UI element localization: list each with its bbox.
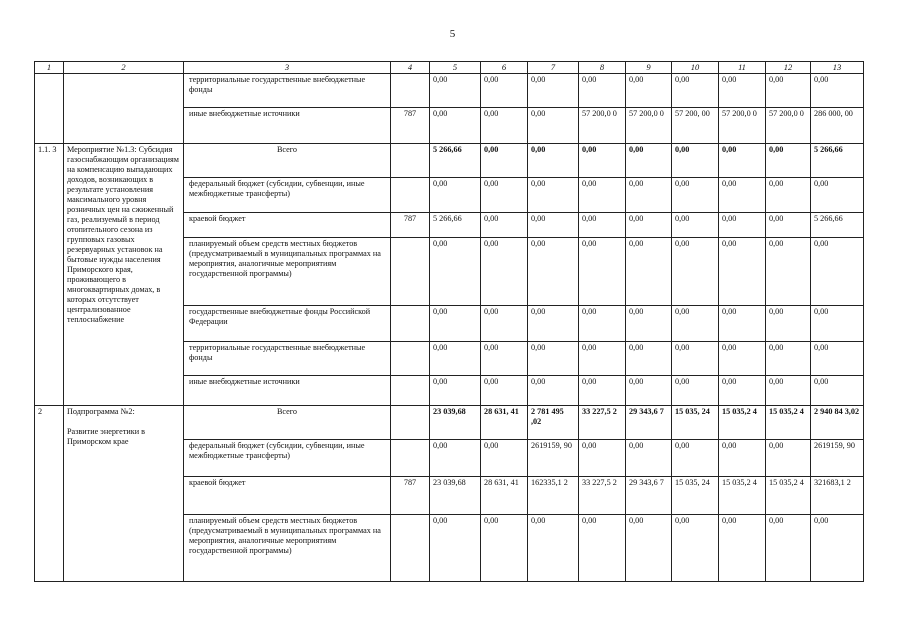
value-cell: 0,00 xyxy=(579,144,626,178)
value-cell: 0,00 xyxy=(430,440,481,477)
value-cell: 0,00 xyxy=(719,342,766,376)
value-cell: 0,00 xyxy=(481,144,528,178)
budget-table xyxy=(34,61,864,582)
value-cell: 0,00 xyxy=(626,238,672,306)
value-cell: 33 227,5 2 xyxy=(579,477,626,515)
value-cell: 0,00 xyxy=(672,144,719,178)
value-cell: 286 000, 00 xyxy=(811,108,864,144)
value-cell: 0,00 xyxy=(766,342,811,376)
column-header: 1 xyxy=(35,62,64,74)
item-title-cell: Мероприятие №1.3: Субсидия газоснабжающим организациям на компенсацию выпадающих доходов, возникающих в результате установления максимального уровня розничных цен на сжиженный газ, реализуемый в период отопительного сезона из групповых газовых резервуарных установок на бытовые нужды населения Приморского края, проживающего в многоквартирных домах, в которых отсутствует централизованное теплоснабжение xyxy=(64,144,184,406)
value-cell: 57 200,0 0 xyxy=(626,108,672,144)
value-cell: 0,00 xyxy=(719,306,766,342)
value-cell: 0,00 xyxy=(766,238,811,306)
item-title-cell: Подпрограмма №2: Развитие энергетики в Приморском крае xyxy=(64,406,184,582)
value-cell: 0,00 xyxy=(579,306,626,342)
value-cell: 0,00 xyxy=(481,376,528,406)
funding-source-cell: иные внебюджетные источники xyxy=(184,108,391,144)
value-cell: 57 200,0 0 xyxy=(579,108,626,144)
column-header: 8 xyxy=(579,62,626,74)
value-cell: 0,00 xyxy=(430,74,481,108)
column-header: 2 xyxy=(64,62,184,74)
item-title-cell xyxy=(64,74,184,144)
value-cell: 15 035,2 4 xyxy=(766,406,811,440)
column-header: 4 xyxy=(391,62,430,74)
value-cell: 162335,1 2 xyxy=(528,477,579,515)
table-row xyxy=(35,406,864,440)
column-header: 13 xyxy=(811,62,864,74)
value-cell: 5 266,66 xyxy=(430,213,481,238)
value-cell: 0,00 xyxy=(481,74,528,108)
value-cell: 0,00 xyxy=(719,178,766,213)
value-cell: 0,00 xyxy=(481,342,528,376)
value-cell: 0,00 xyxy=(528,144,579,178)
value-cell: 0,00 xyxy=(672,376,719,406)
code-cell xyxy=(391,238,430,306)
value-cell: 0,00 xyxy=(528,342,579,376)
value-cell: 15 035,2 4 xyxy=(719,477,766,515)
code-cell xyxy=(391,406,430,440)
code-cell xyxy=(391,376,430,406)
value-cell: 0,00 xyxy=(579,238,626,306)
value-cell: 0,00 xyxy=(481,238,528,306)
funding-source-cell: планируемый объем средств местных бюджетов (предусматриваемый в муниципальных программах на мероприятия, аналогичные мероприятиям государственной программы) xyxy=(184,515,391,582)
value-cell: 15 035, 24 xyxy=(672,406,719,440)
value-cell: 0,00 xyxy=(811,515,864,582)
value-cell: 28 631, 41 xyxy=(481,477,528,515)
value-cell: 0,00 xyxy=(672,515,719,582)
value-cell: 0,00 xyxy=(626,440,672,477)
value-cell: 23 039,68 xyxy=(430,477,481,515)
funding-source-cell: государственные внебюджетные фонды Российской Федерации xyxy=(184,306,391,342)
column-header: 12 xyxy=(766,62,811,74)
value-cell: 0,00 xyxy=(766,213,811,238)
column-header: 9 xyxy=(626,62,672,74)
value-cell: 0,00 xyxy=(430,108,481,144)
value-cell: 0,00 xyxy=(672,74,719,108)
value-cell: 0,00 xyxy=(528,306,579,342)
value-cell: 29 343,6 7 xyxy=(626,477,672,515)
value-cell: 0,00 xyxy=(672,213,719,238)
value-cell: 57 200, 00 xyxy=(672,108,719,144)
value-cell: 0,00 xyxy=(579,213,626,238)
value-cell: 0,00 xyxy=(579,74,626,108)
value-cell: 0,00 xyxy=(481,306,528,342)
value-cell: 5 266,66 xyxy=(430,144,481,178)
value-cell: 0,00 xyxy=(626,144,672,178)
funding-source-cell: краевой бюджет xyxy=(184,477,391,515)
value-cell: 0,00 xyxy=(672,238,719,306)
table-row xyxy=(35,74,864,108)
funding-source-cell: федеральный бюджет (субсидии, субвенции, иные межбюджетные трансферты) xyxy=(184,440,391,477)
value-cell: 0,00 xyxy=(719,74,766,108)
value-cell: 0,00 xyxy=(766,306,811,342)
value-cell: 0,00 xyxy=(579,178,626,213)
value-cell: 2 940 84 3,02 xyxy=(811,406,864,440)
value-cell: 0,00 xyxy=(811,342,864,376)
value-cell: 0,00 xyxy=(626,515,672,582)
funding-source-cell: иные внебюджетные источники xyxy=(184,376,391,406)
code-cell xyxy=(391,342,430,376)
value-cell: 0,00 xyxy=(528,515,579,582)
column-header: 7 xyxy=(528,62,579,74)
column-header: 6 xyxy=(481,62,528,74)
value-cell: 0,00 xyxy=(626,342,672,376)
code-cell xyxy=(391,440,430,477)
value-cell: 0,00 xyxy=(481,108,528,144)
value-cell: 321683,1 2 xyxy=(811,477,864,515)
code-cell: 787 xyxy=(391,213,430,238)
value-cell: 0,00 xyxy=(430,342,481,376)
page-number: 5 xyxy=(449,28,456,40)
value-cell: 0,00 xyxy=(766,440,811,477)
value-cell: 0,00 xyxy=(766,376,811,406)
value-cell: 0,00 xyxy=(719,440,766,477)
value-cell: 0,00 xyxy=(626,74,672,108)
value-cell: 0,00 xyxy=(672,178,719,213)
value-cell: 15 035, 24 xyxy=(672,477,719,515)
value-cell: 0,00 xyxy=(481,515,528,582)
table-body xyxy=(35,74,864,582)
funding-source-cell: Всего xyxy=(184,406,391,440)
item-number-cell: 1.1. 3 xyxy=(35,144,64,406)
value-cell: 0,00 xyxy=(528,178,579,213)
funding-source-cell: территориальные государственные внебюджетные фонды xyxy=(184,342,391,376)
value-cell: 0,00 xyxy=(579,515,626,582)
value-cell: 33 227,5 2 xyxy=(579,406,626,440)
code-cell: 787 xyxy=(391,477,430,515)
value-cell: 23 039,68 xyxy=(430,406,481,440)
value-cell: 0,00 xyxy=(766,74,811,108)
value-cell: 0,00 xyxy=(430,515,481,582)
value-cell: 0,00 xyxy=(481,213,528,238)
funding-source-cell: Всего xyxy=(184,144,391,178)
value-cell: 0,00 xyxy=(719,376,766,406)
value-cell: 0,00 xyxy=(528,376,579,406)
value-cell: 0,00 xyxy=(672,306,719,342)
value-cell: 0,00 xyxy=(528,74,579,108)
value-cell: 0,00 xyxy=(719,238,766,306)
value-cell: 2619159, 90 xyxy=(528,440,579,477)
value-cell: 5 266,66 xyxy=(811,144,864,178)
header-row xyxy=(35,62,864,74)
funding-source-cell: краевой бюджет xyxy=(184,213,391,238)
value-cell: 2619159, 90 xyxy=(811,440,864,477)
value-cell: 0,00 xyxy=(528,108,579,144)
value-cell: 15 035,2 4 xyxy=(719,406,766,440)
value-cell: 0,00 xyxy=(811,306,864,342)
value-cell: 0,00 xyxy=(719,515,766,582)
value-cell: 0,00 xyxy=(430,178,481,213)
funding-source-cell: планируемый объем средств местных бюджетов (предусматриваемый в муниципальных программах на мероприятия, аналогичные мероприятиям государственной программы) xyxy=(184,238,391,306)
value-cell: 0,00 xyxy=(766,515,811,582)
value-cell: 0,00 xyxy=(528,238,579,306)
value-cell: 2 781 495 ,02 xyxy=(528,406,579,440)
number-cell xyxy=(35,74,64,144)
column-header: 11 xyxy=(719,62,766,74)
value-cell: 0,00 xyxy=(811,376,864,406)
value-cell: 57 200,0 0 xyxy=(766,108,811,144)
value-cell: 0,00 xyxy=(626,376,672,406)
value-cell: 28 631, 41 xyxy=(481,406,528,440)
column-header: 5 xyxy=(430,62,481,74)
value-cell: 0,00 xyxy=(528,213,579,238)
value-cell: 0,00 xyxy=(811,178,864,213)
value-cell: 0,00 xyxy=(766,178,811,213)
table-row xyxy=(35,144,864,178)
value-cell: 0,00 xyxy=(719,144,766,178)
value-cell: 29 343,6 7 xyxy=(626,406,672,440)
code-cell: 787 xyxy=(391,108,430,144)
value-cell: 0,00 xyxy=(481,178,528,213)
value-cell: 0,00 xyxy=(766,144,811,178)
code-cell xyxy=(391,178,430,213)
value-cell: 0,00 xyxy=(579,440,626,477)
value-cell: 0,00 xyxy=(811,74,864,108)
value-cell: 0,00 xyxy=(430,238,481,306)
value-cell: 0,00 xyxy=(579,376,626,406)
value-cell: 0,00 xyxy=(430,306,481,342)
value-cell: 57 200,0 0 xyxy=(719,108,766,144)
value-cell: 0,00 xyxy=(719,213,766,238)
value-cell: 0,00 xyxy=(579,342,626,376)
value-cell: 0,00 xyxy=(672,440,719,477)
value-cell: 0,00 xyxy=(626,213,672,238)
item-number-cell: 2 xyxy=(35,406,64,582)
value-cell: 0,00 xyxy=(811,238,864,306)
code-cell xyxy=(391,515,430,582)
code-cell xyxy=(391,306,430,342)
column-header: 3 xyxy=(184,62,391,74)
value-cell: 15 035,2 4 xyxy=(766,477,811,515)
funding-source-cell: федеральный бюджет (субсидии, субвенции, иные межбюджетные трансферты) xyxy=(184,178,391,213)
value-cell: 5 266,66 xyxy=(811,213,864,238)
funding-source-cell: территориальные государственные внебюджетные фонды xyxy=(184,74,391,108)
value-cell: 0,00 xyxy=(626,178,672,213)
value-cell: 0,00 xyxy=(626,306,672,342)
code-cell xyxy=(391,74,430,108)
value-cell: 0,00 xyxy=(481,440,528,477)
value-cell: 0,00 xyxy=(672,342,719,376)
column-header: 10 xyxy=(672,62,719,74)
code-cell xyxy=(391,144,430,178)
value-cell: 0,00 xyxy=(430,376,481,406)
